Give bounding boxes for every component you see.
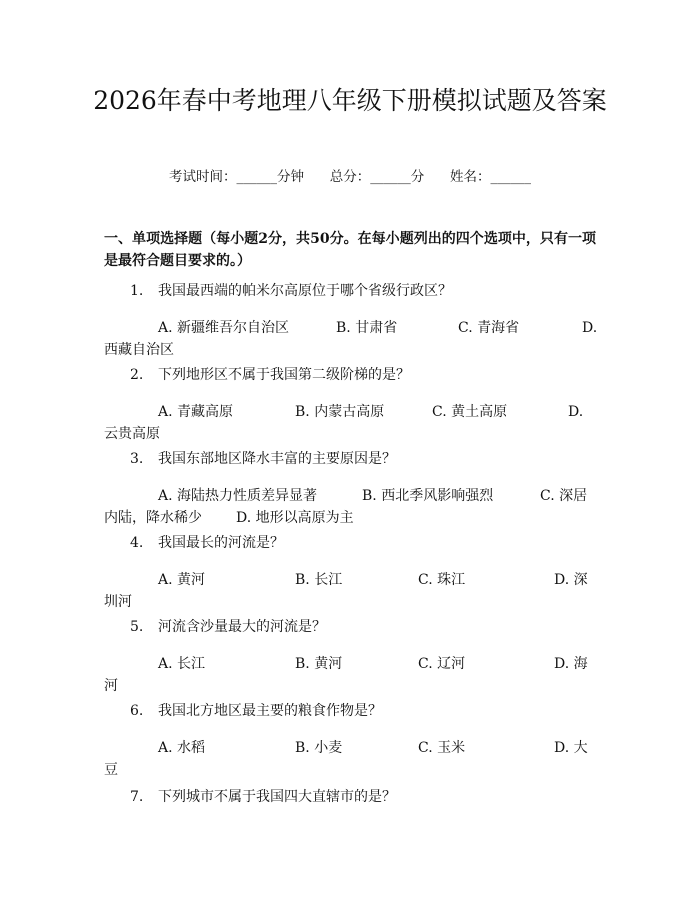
exam-time-label: 考试时间：______分钟 xyxy=(169,169,304,185)
question-options xyxy=(104,485,600,529)
question-3 xyxy=(104,448,600,529)
question-stem: 河流含沙量最大的河流是？ xyxy=(158,619,326,635)
option-c: C. 辽河 xyxy=(418,656,466,672)
option-b: B. 长江 xyxy=(295,572,343,588)
question-stem: 我国最长的河流是？ xyxy=(158,535,284,551)
question-stem: 下列城市不属于我国四大直辖市的是？ xyxy=(158,789,396,805)
question-5 xyxy=(104,616,600,697)
name-label: 姓名：______ xyxy=(450,169,531,185)
question-stem: 我国北方地区最主要的粮食作物是？ xyxy=(158,703,382,719)
question-number: 2. xyxy=(130,367,144,383)
question-stem: 我国东部地区降水丰富的主要原因是？ xyxy=(158,451,396,467)
option-d: D. xyxy=(568,404,584,420)
option-a: A. 水稻 xyxy=(158,740,206,756)
option-d-wrap: 豆 xyxy=(104,762,118,778)
question-number: 1. xyxy=(130,283,144,299)
option-b: B. 西北季风影响强烈 xyxy=(362,488,494,504)
question-number: 5. xyxy=(130,619,144,635)
option-d-wrap: 西藏自治区 xyxy=(104,342,174,358)
question-1 xyxy=(104,280,600,361)
exam-info-line xyxy=(0,166,700,188)
option-d: D. 海 xyxy=(554,656,588,672)
question-options xyxy=(104,737,600,781)
option-d-wrap: 云贵高原 xyxy=(104,426,160,442)
question-stem: 下列地形区不属于我国第二级阶梯的是？ xyxy=(158,367,410,383)
option-c: C. 玉米 xyxy=(418,740,466,756)
option-d: D. 深 xyxy=(554,572,588,588)
option-d-wrap: 河 xyxy=(104,678,118,694)
option-c: C. 黄土高原 xyxy=(432,404,508,420)
option-b: B. 黄河 xyxy=(295,656,343,672)
question-options xyxy=(104,401,600,445)
question-7 xyxy=(104,786,600,808)
option-c: C. 青海省 xyxy=(458,320,520,336)
option-d-wrap: 圳河 xyxy=(104,594,132,610)
total-score-label: 总分：______分 xyxy=(329,169,425,185)
option-b: B. 甘肃省 xyxy=(336,320,398,336)
option-a: A. 长江 xyxy=(158,656,206,672)
option-a: A. 黄河 xyxy=(158,572,206,588)
option-a: A. 青藏高原 xyxy=(158,404,234,420)
question-options xyxy=(104,317,600,361)
question-number: 3. xyxy=(130,451,144,467)
section-heading: 一、单项选择题（每小题2分，共50分。在每小题列出的四个选项中，只有一项是最符合题目要求的。） xyxy=(104,231,596,269)
option-c: C. 深居 xyxy=(540,488,588,504)
question-number: 7. xyxy=(130,789,144,805)
question-options xyxy=(104,653,600,697)
option-c: C. 珠江 xyxy=(418,572,466,588)
option-d: D. 大 xyxy=(554,740,588,756)
question-6 xyxy=(104,700,600,781)
question-number: 6. xyxy=(130,703,144,719)
option-b: B. 内蒙古高原 xyxy=(295,404,385,420)
question-4 xyxy=(104,532,600,613)
option-a: A. 海陆热力性质差异显著 xyxy=(158,488,318,504)
question-2 xyxy=(104,364,600,445)
question-number: 4. xyxy=(130,535,144,551)
option-d: D. 地形以高原为主 xyxy=(236,510,354,526)
document-title: 2026年春中考地理八年级下册模拟试题及答案 xyxy=(93,86,607,115)
question-options xyxy=(104,569,600,613)
question-stem: 我国最西端的帕米尔高原位于哪个省级行政区？ xyxy=(158,283,452,299)
option-a: A. 新疆维吾尔自治区 xyxy=(158,320,290,336)
option-d: D. xyxy=(582,320,598,336)
option-b: B. 小麦 xyxy=(295,740,343,756)
option-c-wrap: 内陆，降水稀少 xyxy=(104,510,202,526)
